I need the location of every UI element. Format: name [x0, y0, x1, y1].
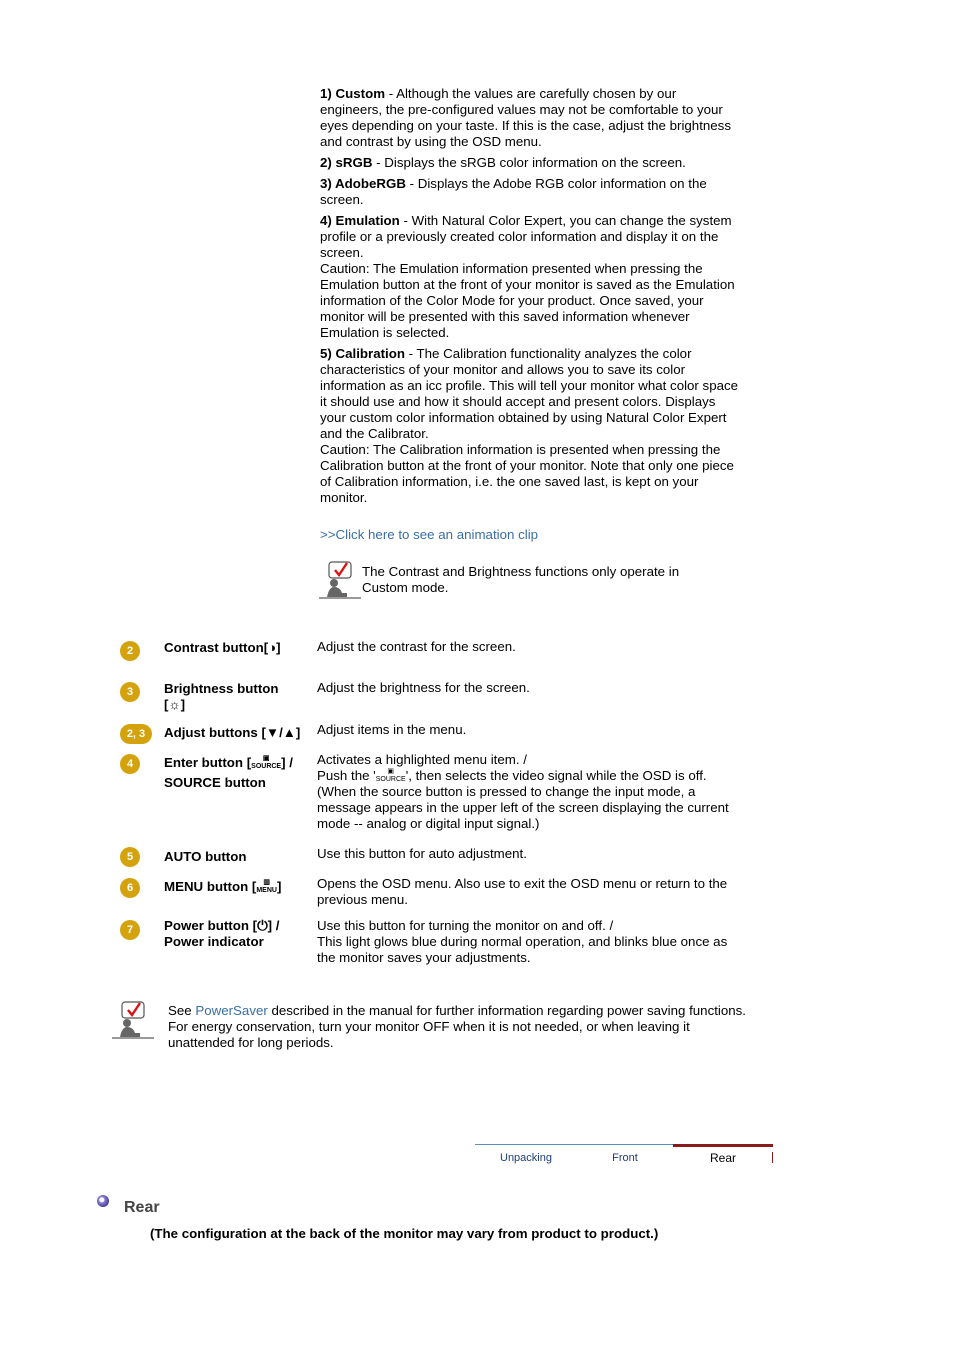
- menu-button-desc: Opens the OSD menu. Also use to exit the OSD menu or return to the previous menu.: [317, 876, 728, 907]
- mode-emulation: 4) Emulation - With Natural Color Expert, you can change the system profile or a previously created color information and display it on the screen. Caution: The Emulation information presented when pressing the Emulation button at the front of your monitor is saved as the Emulation information of the Color Mode for your product. Once saved, your monitor will be presented with this saved information whenever Emulation is selected.: [320, 213, 735, 340]
- contrast-button-label: Contrast button[◑]: [164, 640, 281, 655]
- power-button-label: Power button [⏻] / Power indicator: [164, 918, 280, 949]
- badge-2-3: 2, 3: [120, 724, 152, 744]
- tab-front[interactable]: Front: [612, 1152, 638, 1164]
- badge-2: 2: [120, 641, 140, 661]
- section-bullet-icon: [97, 1195, 109, 1207]
- tab-unpacking[interactable]: Unpacking: [500, 1152, 552, 1164]
- animation-clip-link[interactable]: >>Click here to see an animation clip: [320, 527, 539, 542]
- section-tabs: [475, 1144, 773, 1166]
- badge-6: 6: [120, 878, 140, 898]
- mode-custom: 1) Custom - Although the values are carefully chosen by our engineers, the pre-configured values may not be comfortable to your eyes depending on your taste. If this is the case, adjust the brightness and contrast by using the OSD menu.: [320, 86, 731, 149]
- powersaver-link[interactable]: PowerSaver: [195, 1003, 268, 1018]
- badge-5: 5: [120, 847, 140, 867]
- custom-mode-note: The Contrast and Brightness functions only operate in Custom mode.: [362, 564, 680, 595]
- brightness-button-label: Brightness button [☼]: [164, 681, 279, 712]
- menu-icon: ▥ MENU: [256, 879, 277, 895]
- auto-button-desc: Use this button for auto adjustment.: [317, 846, 527, 861]
- contrast-button-desc: Adjust the contrast for the screen.: [317, 639, 516, 654]
- menu-button-label: MENU button [ ▥ MENU]: [164, 879, 282, 895]
- adjust-buttons-label: Adjust buttons [▼/▲]: [164, 725, 301, 740]
- section-subtitle: (The configuration at the back of the monitor may vary from product to product.): [150, 1226, 659, 1241]
- section-title: Rear: [124, 1199, 160, 1216]
- enter-button-desc: Activates a highlighted menu item. / Push the ' ▣ SOURCE', then selects the video signal while the OSD is off. (When the source button is pressed to change the input mode, a message appears in the upper left of the screen displaying the current mode -- analog or digital input signal.): [317, 752, 729, 832]
- badge-4: 4: [120, 754, 140, 774]
- brightness-button-desc: Adjust the brightness for the screen.: [317, 680, 530, 695]
- power-button-desc: Use this button for turning the monitor on and off. / This light glows blue during normal operation, and blinks blue once as the monitor saves your adjustments.: [317, 918, 728, 965]
- source-icon: ▣ SOURCE: [251, 755, 282, 771]
- powersaver-note: See PowerSaver described in the manual for further information regarding power saving functions. For energy conservation, turn your monitor OFF when it is not needed, or when leaving it unattended for long periods.: [168, 1003, 747, 1050]
- adjust-buttons-desc: Adjust items in the menu.: [317, 722, 467, 737]
- badge-3: 3: [120, 682, 140, 702]
- tab-rear[interactable]: Rear: [709, 1151, 736, 1165]
- color-mode-list: [320, 86, 740, 511]
- enter-button-label: Enter button [ ▣ SOURCE] / SOURCE button: [164, 755, 293, 790]
- mode-srgb: 2) sRGB - Displays the sRGB color information on the screen.: [320, 155, 686, 170]
- note-icon: [319, 561, 361, 599]
- source-icon-inline: ▣ SOURCE: [375, 768, 406, 784]
- auto-button-label: AUTO button: [164, 849, 247, 864]
- mode-calibration: 5) Calibration - The Calibration functionality analyzes the color characteristics of your monitor and allows you to save its color information as an icc profile. This will tell your monitor what color space it should use and how it should accept and present colors. Displays your custom color information obtained by using Natural Color Expert and the Calibrator. Caution: The Calibration information is presented when pressing the Calibration button at the front of your monitor. Note that only one piece of Calibration information, i.e. the one saved last, is kept on your monitor.: [320, 346, 739, 505]
- mode-adobergb: 3) AdobeRGB - Displays the Adobe RGB color information on the screen.: [320, 176, 707, 207]
- note-icon-2: [112, 1001, 154, 1039]
- badge-7: 7: [120, 920, 140, 940]
